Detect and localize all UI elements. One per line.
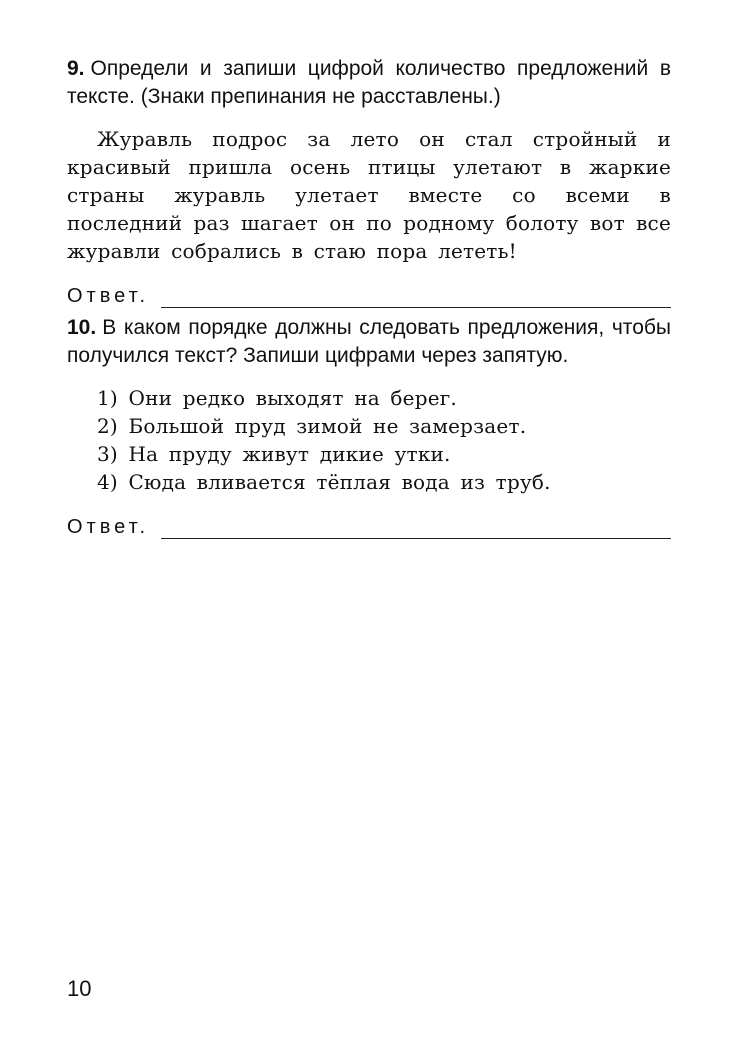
task-9: [67, 55, 671, 308]
task-10-options: [67, 384, 671, 496]
task-9-answer-label: Ответ.: [67, 285, 150, 307]
task-10-option: 2) Большой пруд зимой не замерзает.: [97, 414, 527, 438]
task-10-answer-row: [67, 514, 671, 539]
task-9-answer-field[interactable]: [161, 283, 671, 308]
task-10-option: 4) Сюда вливается тёплая вода из труб.: [97, 470, 551, 494]
task-10-answer-field[interactable]: [161, 514, 671, 539]
task-9-excerpt: Журавль подрос за лето он стал стройный и красивый пришла осень птицы улетают в жаркие страны журавль улетает вместе со всеми в последний раз шагает он по родному болоту вот все журавли собрались в стаю пора лететь!: [67, 127, 671, 263]
task-10-option: 1) Они редко выходят на берег.: [97, 386, 457, 410]
task-9-question-block: [67, 55, 671, 111]
task-10-option: 3) На пруду живут дикие утки.: [97, 442, 451, 466]
task-9-answer-row: [67, 283, 671, 308]
page-number: 10: [67, 976, 92, 1001]
task-10: [67, 314, 671, 539]
task-10-question-block: [67, 314, 671, 370]
task-10-question: В каком порядке должны следовать предложения, чтобы получился текст? Запиши цифрами через запятую.: [67, 316, 671, 367]
task-10-answer-label: Ответ.: [67, 516, 150, 538]
task-9-number: 9.: [67, 57, 85, 80]
task-9-question: Определи и запиши цифрой количество предложений в тексте. (Знаки препинания не расставлены.): [67, 57, 671, 108]
task-10-number: 10.: [67, 316, 97, 339]
